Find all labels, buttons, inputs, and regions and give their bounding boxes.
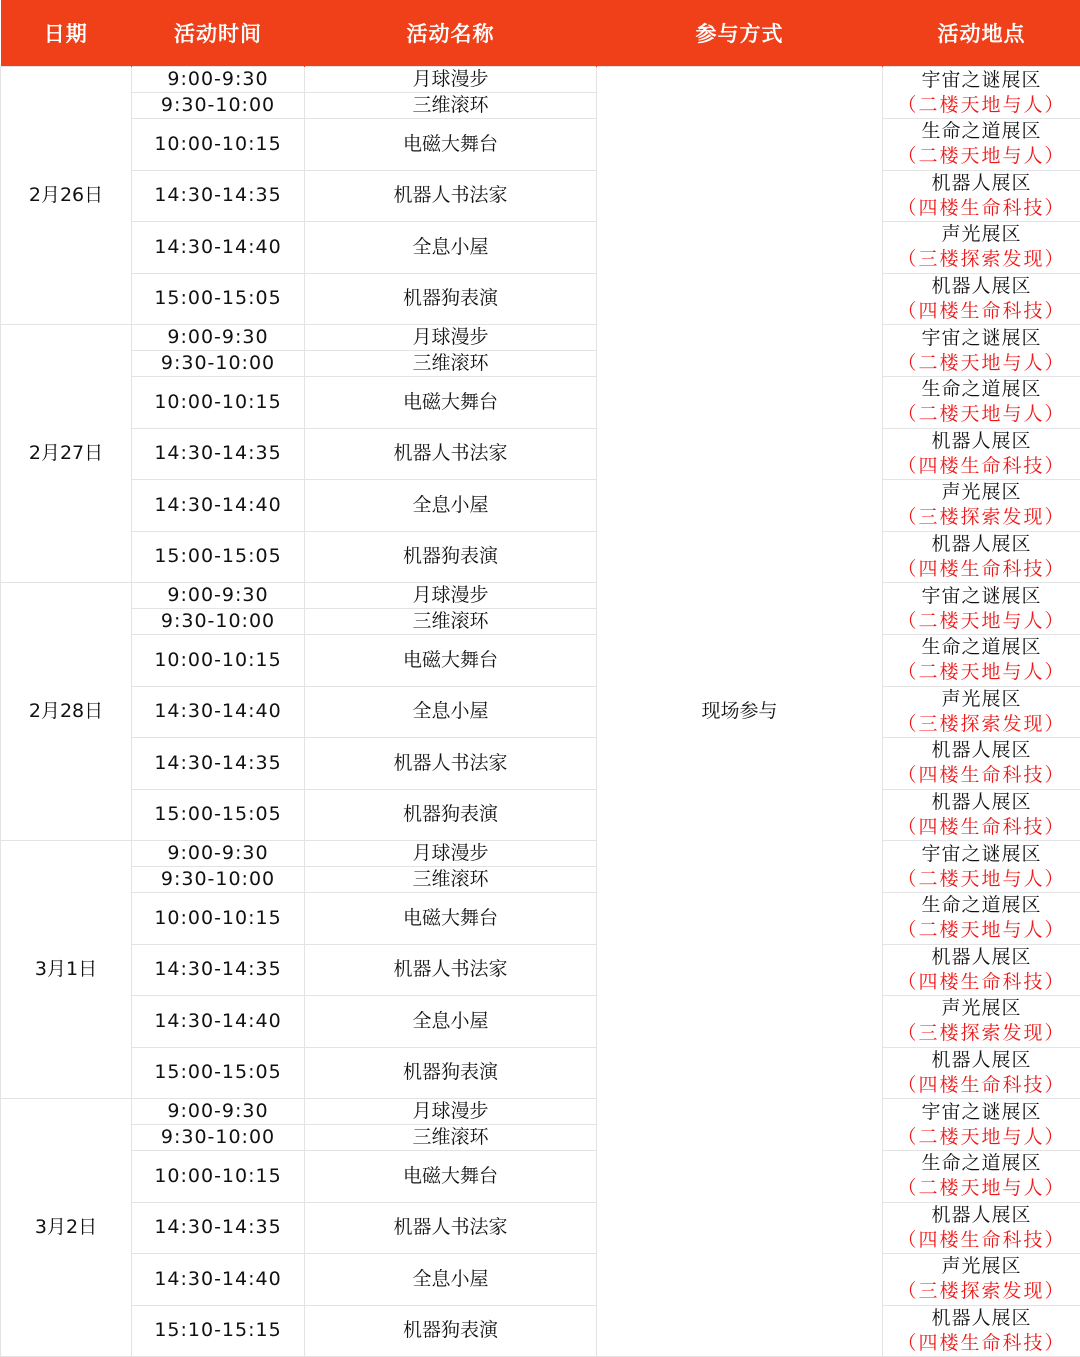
location-cell — [883, 119, 1080, 171]
activity-name-cell: 电磁大舞台 — [305, 1151, 597, 1203]
time-cell: 15:00-15:05 — [132, 531, 305, 583]
location-floor: （四楼生命科技） — [883, 299, 1080, 324]
location-cell — [883, 1305, 1080, 1357]
location-name: 机器人展区 — [883, 171, 1080, 196]
location-name: 生命之道展区 — [883, 119, 1080, 144]
time-cell: 14:30-14:40 — [132, 222, 305, 274]
date-cell: 2月27日 — [1, 325, 132, 583]
time-cell: 9:00-9:30 — [132, 1099, 305, 1125]
activity-name-cell: 电磁大舞台 — [305, 377, 597, 429]
location-floor: （四楼生命科技） — [883, 970, 1080, 995]
activity-name-cell: 机器狗表演 — [305, 531, 597, 583]
time-cell: 15:10-15:15 — [132, 1305, 305, 1357]
table-row — [1, 1305, 1080, 1357]
location-name: 声光展区 — [883, 996, 1080, 1021]
location-name: 机器人展区 — [883, 1203, 1080, 1228]
activity-name-cell: 全息小屋 — [305, 480, 597, 532]
table-row — [1, 635, 1080, 687]
activity-name-cell: 三维滚环 — [305, 351, 597, 377]
table-row — [1, 119, 1080, 171]
time-cell: 14:30-14:40 — [132, 996, 305, 1048]
table-row — [1, 583, 1080, 609]
location-cell — [883, 686, 1080, 738]
time-cell: 9:30-10:00 — [132, 867, 305, 893]
location-name: 机器人展区 — [883, 1306, 1080, 1331]
location-cell — [883, 325, 1080, 377]
location-name: 生命之道展区 — [883, 377, 1080, 402]
location-name: 机器人展区 — [883, 738, 1080, 763]
location-cell — [883, 1151, 1080, 1203]
time-cell: 9:00-9:30 — [132, 67, 305, 93]
time-cell: 14:30-14:35 — [132, 428, 305, 480]
location-floor: （四楼生命科技） — [883, 557, 1080, 582]
location-name: 机器人展区 — [883, 1048, 1080, 1073]
location-floor: （二楼天地与人） — [883, 867, 1080, 892]
activity-name-cell: 月球漫步 — [305, 841, 597, 867]
table-row — [1, 531, 1080, 583]
location-name: 机器人展区 — [883, 274, 1080, 299]
location-name: 声光展区 — [883, 1254, 1080, 1279]
location-floor: （二楼天地与人） — [883, 402, 1080, 427]
table-row — [1, 1202, 1080, 1254]
table-row — [1, 1254, 1080, 1306]
time-cell: 14:30-14:40 — [132, 686, 305, 738]
table-row — [1, 170, 1080, 222]
location-cell — [883, 222, 1080, 274]
location-floor: （三楼探索发现） — [883, 1021, 1080, 1046]
table-row — [1, 1099, 1080, 1125]
location-name: 生命之道展区 — [883, 893, 1080, 918]
location-floor: （三楼探索发现） — [883, 712, 1080, 737]
activity-name-cell: 月球漫步 — [305, 325, 597, 351]
table-row — [1, 996, 1080, 1048]
time-cell: 9:00-9:30 — [132, 841, 305, 867]
location-floor: （四楼生命科技） — [883, 763, 1080, 788]
location-cell — [883, 377, 1080, 429]
activity-name-cell: 电磁大舞台 — [305, 893, 597, 945]
activity-name-cell: 机器人书法家 — [305, 428, 597, 480]
date-cell: 2月28日 — [1, 583, 132, 841]
location-floor: （二楼天地与人） — [883, 93, 1080, 118]
table-row — [1, 944, 1080, 996]
time-cell: 14:30-14:40 — [132, 480, 305, 532]
time-cell: 15:00-15:05 — [132, 789, 305, 841]
location-name: 宇宙之谜展区 — [883, 68, 1080, 93]
location-name: 宇宙之谜展区 — [883, 842, 1080, 867]
location-cell — [883, 789, 1080, 841]
location-name: 机器人展区 — [883, 790, 1080, 815]
time-cell: 9:30-10:00 — [132, 1125, 305, 1151]
table-row — [1, 1047, 1080, 1099]
time-cell: 14:30-14:35 — [132, 944, 305, 996]
activity-name-cell: 三维滚环 — [305, 93, 597, 119]
activity-name-cell: 机器人书法家 — [305, 738, 597, 790]
header-date: 日期 — [1, 0, 132, 67]
time-cell: 9:30-10:00 — [132, 609, 305, 635]
location-floor: （三楼探索发现） — [883, 247, 1080, 272]
time-cell: 15:00-15:05 — [132, 1047, 305, 1099]
location-cell — [883, 1254, 1080, 1306]
date-cell: 3月1日 — [1, 841, 132, 1099]
location-floor: （二楼天地与人） — [883, 351, 1080, 376]
time-cell: 15:00-15:05 — [132, 273, 305, 325]
date-cell: 2月26日 — [1, 67, 132, 325]
table-row — [1, 841, 1080, 867]
table-row — [1, 428, 1080, 480]
schedule-body — [1, 67, 1080, 1357]
location-cell — [883, 1099, 1080, 1151]
location-floor: （四楼生命科技） — [883, 1228, 1080, 1253]
time-cell: 10:00-10:15 — [132, 119, 305, 171]
activity-name-cell: 电磁大舞台 — [305, 635, 597, 687]
location-floor: （四楼生命科技） — [883, 1331, 1080, 1356]
table-row — [1, 377, 1080, 429]
time-cell: 14:30-14:35 — [132, 738, 305, 790]
activity-name-cell: 三维滚环 — [305, 867, 597, 893]
activity-name-cell: 全息小屋 — [305, 222, 597, 274]
location-cell — [883, 273, 1080, 325]
table-row — [1, 738, 1080, 790]
location-floor: （四楼生命科技） — [883, 1073, 1080, 1098]
location-cell — [883, 170, 1080, 222]
location-cell — [883, 893, 1080, 945]
location-cell — [883, 738, 1080, 790]
location-floor: （二楼天地与人） — [883, 918, 1080, 943]
activity-name-cell: 月球漫步 — [305, 67, 597, 93]
header-time: 活动时间 — [132, 0, 305, 67]
activity-name-cell: 机器狗表演 — [305, 1305, 597, 1357]
activity-name-cell: 机器狗表演 — [305, 789, 597, 841]
table-row — [1, 325, 1080, 351]
location-floor: （二楼天地与人） — [883, 609, 1080, 634]
location-cell — [883, 841, 1080, 893]
activity-name-cell: 机器人书法家 — [305, 944, 597, 996]
date-cell: 3月2日 — [1, 1099, 132, 1357]
activity-name-cell: 三维滚环 — [305, 1125, 597, 1151]
location-name: 机器人展区 — [883, 429, 1080, 454]
activity-name-cell: 电磁大舞台 — [305, 119, 597, 171]
time-cell: 14:30-14:35 — [132, 170, 305, 222]
location-name: 宇宙之谜展区 — [883, 1100, 1080, 1125]
location-cell — [883, 428, 1080, 480]
time-cell: 14:30-14:35 — [132, 1202, 305, 1254]
table-row — [1, 273, 1080, 325]
location-cell — [883, 1047, 1080, 1099]
table-row — [1, 1151, 1080, 1203]
location-name: 宇宙之谜展区 — [883, 584, 1080, 609]
location-name: 生命之道展区 — [883, 1151, 1080, 1176]
time-cell: 9:00-9:30 — [132, 325, 305, 351]
table-row — [1, 222, 1080, 274]
time-cell: 9:30-10:00 — [132, 351, 305, 377]
location-floor: （四楼生命科技） — [883, 196, 1080, 221]
activity-name-cell: 机器狗表演 — [305, 1047, 597, 1099]
location-name: 机器人展区 — [883, 945, 1080, 970]
time-cell: 9:00-9:30 — [132, 583, 305, 609]
table-row — [1, 480, 1080, 532]
table-row — [1, 893, 1080, 945]
location-floor: （二楼天地与人） — [883, 1125, 1080, 1150]
location-name: 生命之道展区 — [883, 635, 1080, 660]
location-floor: （二楼天地与人） — [883, 144, 1080, 169]
location-floor: （四楼生命科技） — [883, 815, 1080, 840]
activity-name-cell: 全息小屋 — [305, 996, 597, 1048]
location-name: 声光展区 — [883, 480, 1080, 505]
activity-name-cell: 机器狗表演 — [305, 273, 597, 325]
activity-name-cell: 全息小屋 — [305, 1254, 597, 1306]
location-name: 声光展区 — [883, 687, 1080, 712]
activity-name-cell: 机器人书法家 — [305, 1202, 597, 1254]
location-cell — [883, 480, 1080, 532]
location-cell — [883, 583, 1080, 635]
activity-name-cell: 机器人书法家 — [305, 170, 597, 222]
time-cell: 14:30-14:40 — [132, 1254, 305, 1306]
activity-name-cell: 月球漫步 — [305, 583, 597, 609]
participation-cell: 现场参与 — [597, 67, 883, 1357]
location-floor: （三楼探索发现） — [883, 505, 1080, 530]
location-name: 宇宙之谜展区 — [883, 326, 1080, 351]
location-cell — [883, 531, 1080, 583]
header-row — [1, 0, 1080, 67]
time-cell: 9:30-10:00 — [132, 93, 305, 119]
time-cell: 10:00-10:15 — [132, 635, 305, 687]
time-cell: 10:00-10:15 — [132, 377, 305, 429]
time-cell: 10:00-10:15 — [132, 1151, 305, 1203]
location-floor: （二楼天地与人） — [883, 660, 1080, 685]
location-cell — [883, 944, 1080, 996]
location-name: 机器人展区 — [883, 532, 1080, 557]
header-location: 活动地点 — [883, 0, 1080, 67]
table-row — [1, 789, 1080, 841]
location-cell — [883, 635, 1080, 687]
table-row — [1, 67, 1080, 93]
location-floor: （三楼探索发现） — [883, 1279, 1080, 1304]
location-name: 声光展区 — [883, 222, 1080, 247]
location-cell — [883, 996, 1080, 1048]
table-row — [1, 686, 1080, 738]
activity-name-cell: 全息小屋 — [305, 686, 597, 738]
location-floor: （二楼天地与人） — [883, 1176, 1080, 1201]
header-participation: 参与方式 — [597, 0, 883, 67]
time-cell: 10:00-10:15 — [132, 893, 305, 945]
activity-name-cell: 月球漫步 — [305, 1099, 597, 1125]
location-cell — [883, 1202, 1080, 1254]
activity-name-cell: 三维滚环 — [305, 609, 597, 635]
location-floor: （四楼生命科技） — [883, 454, 1080, 479]
header-activity: 活动名称 — [305, 0, 597, 67]
location-cell — [883, 67, 1080, 119]
